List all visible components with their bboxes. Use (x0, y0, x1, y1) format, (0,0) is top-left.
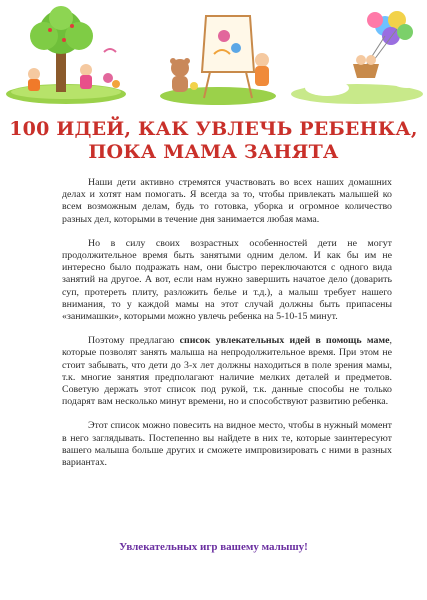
tree-kids-illustration (4, 6, 134, 106)
paragraph-3-end: , которые позволят занять малыша на непродолжительное время. При этом не стоит забывать, что дети до 3-х лет должны находиться в поле зрения мамы, т.к. многие занятия предполагают наличие мелких деталей и предметов. Советую держать этот список под рукой, т.к. данные способы не только подарят вам несколько минут времени, но и способствуют развитию ребенка. (62, 335, 392, 408)
title-line-2: ПОКА МАМА ЗАНЯТА (88, 141, 339, 163)
page-title (0, 118, 427, 164)
paragraph-3 (62, 335, 392, 408)
paragraph-2: Но в силу своих возрастных особенностей дети не могут продолжительное время быть занятыми одним делом. И как бы им не интересно было подражать нам, они быстро переключаются с одного вида занятий на другое. А вот, если нам нужно завершить начатое дело (доварить суп, протереть плиту, разложить белье и т.д.), а малыш требует нашего внимания, то у каждой мамы на этот случай должны быть припасены «занимашки», которыми можно увлечь ребенка на 5-10-15 минут. (62, 237, 392, 323)
footer-message: Увлекательных игр вашему малышу! (119, 541, 308, 553)
paragraph-3-bold: список увлекательных идей в помощь маме (179, 335, 390, 347)
header-illustrations (0, 6, 427, 106)
painting-kids-illustration (158, 6, 278, 106)
balloon-illustration (287, 6, 427, 106)
paragraph-3-start: Поэтому предлагаю (88, 335, 180, 347)
article-body (62, 177, 392, 481)
paragraph-4: Этот список можно повесить на видное место, чтобы в нужный момент в него заглядывать. Постепенно вы найдете в них те, которые заинтересуют вашего малыша больше других и сможете импровизировать с ними в разных вариантах. (62, 420, 392, 469)
title-line-1: 100 ИДЕЙ, КАК УВЛЕЧЬ РЕБЕНКА, (9, 118, 418, 140)
paragraph-1: Наши дети активно стремятся участвовать во всех наших домашних делах и хотят нам помогать. Я всегда за то, чтобы привлекать малышей ко всем возможным делам, будь то готовка, уборка и огромное количество разных дел, которыми в течение дня занимается любая мама. (62, 177, 392, 225)
